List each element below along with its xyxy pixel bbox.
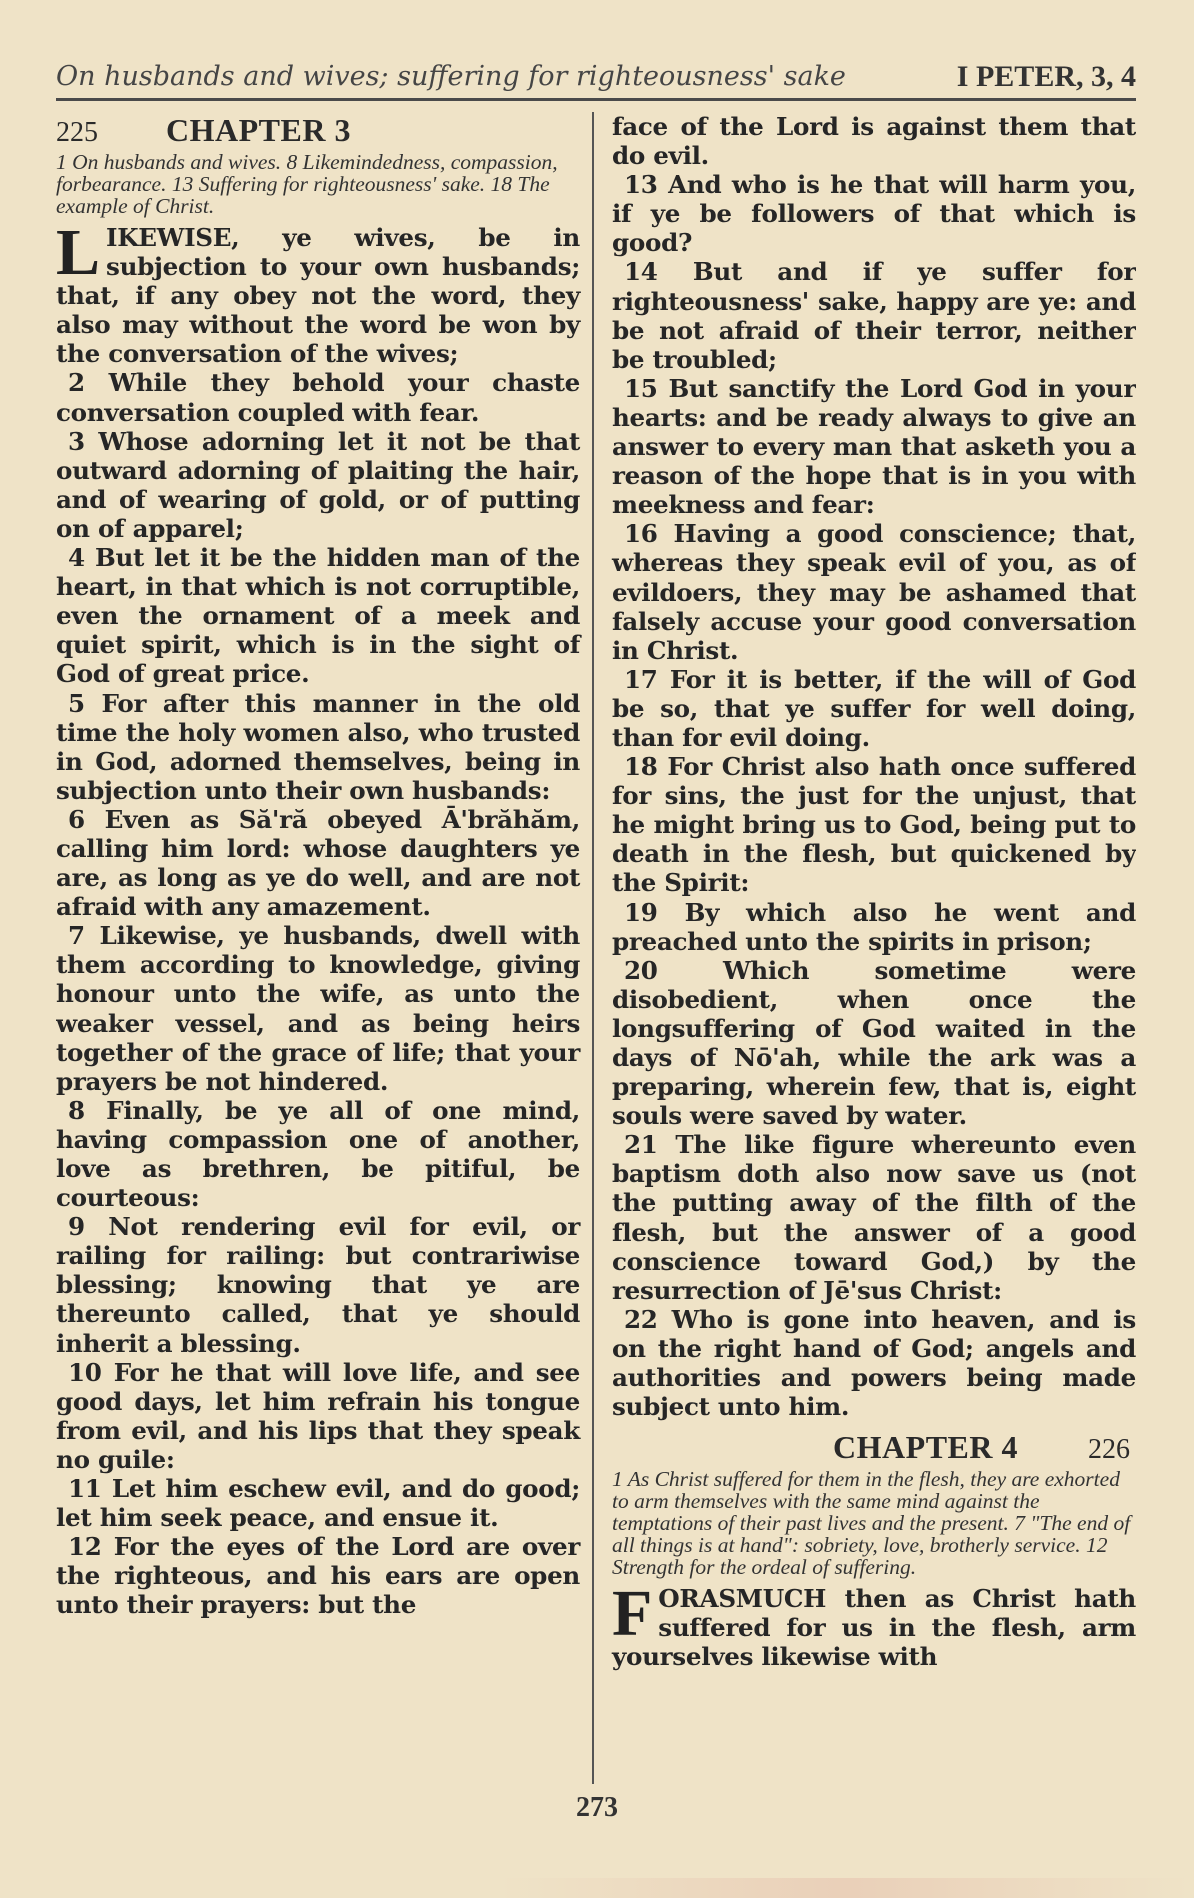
verse: 13 And who is he that will harm you, if ye be followers of that which is good? [611,170,1136,258]
verse: 10 For he that will love life, and see good days, let him refrain his tongue from evil, and his lips that they speak no guile: [56,1357,581,1474]
verse: 7 Likewise, ye husbands, dwell with them according to knowledge, giving honour unto the wife, as unto the weaker vessel, and as being heirs together of the grace of life; that your prayers be not hindered. [56,921,581,1096]
verse: 3 Whose adorning let it not be that outward adorning of plaiting the hair, and of wearing of gold, or of putting on of apparel; [56,426,581,543]
running-head [56,52,1136,101]
verse-text: IKEWISE, ye wives, be in subjection to your own husbands; that, if any obey not the word, they also may without the word be won by the conversation of the wives; [56,223,581,369]
verse: 8 Finally, be ye all of one mind, having compassion one of another, love as brethren, be pitiful, be courteous: [56,1095,581,1213]
drop-cap-letter: L [56,216,101,289]
right-column [604,112,1136,1784]
verse: 9 Not rendering evil for evil, or railing for railing: but contrariwise blessing; knowing that ye are thereunto called, that ye should inherit a blessing. [56,1212,581,1358]
verse: 14 But and if ye suffer for righteousness' sake, happy are ye: and be not afraid of their terror, neither be troubled; [611,257,1136,374]
chapter-3-verse-1 [56,216,581,369]
verse: 11 Let him eschew evil, and do good; let him seek peace, and ensue it. [56,1474,581,1533]
paper-stain [500,1878,1190,1898]
chapter-4-summary: 1 As Christ suffered for them in the flesh, they are exhorted to arm themselves with the same mind against the temptations of their past lives and the present. 7 "The end of all things is at hand": sobriety, love, brotherly service. 12 Strength for the ordeal of suffering. [611,1467,1131,1580]
verse: 18 For Christ also hath once suffered for sins, the just for the unjust, that he might bring us to God, being put to death in the flesh, but quickened by the Spirit: [611,752,1136,898]
verse: 5 For after this manner in the old time the holy women also, who trusted in God, adorned themselves, being in subjection unto their own husbands: [56,688,581,805]
chapter-4-title: CHAPTER 4 [833,1429,1018,1466]
left-column [56,112,592,1784]
chapter-3-section-number: 225 [56,117,98,148]
column-rule [592,112,594,1784]
running-head-reference: I PETER, 3, 4 [956,60,1136,93]
text-columns [56,112,1136,1784]
chapter-3-title: CHAPTER 3 [166,112,351,148]
verse: 17 For it is better, if the will of God be so, that ye suffer for well doing, than for evil doing. [611,664,1136,752]
chapter-4-verse-1 [611,1577,1136,1672]
verse: 16 Having a good conscience; that, whereas they speak evil of you, as of evildoers, they may be ashamed that falsely accuse your good conversation in Christ. [611,519,1136,665]
verse: 4 But let it be the hidden man of the heart, in that which is not corruptible, even the ornament of a meek and quiet spirit, which is in the sight of God of great price. [56,543,581,689]
chapter-3-summary: 1 On husbands and wives. 8 Likemindedness, compassion, forbearance. 13 Suffering for righteousness' sake. 18 The example of Christ. [56,150,558,218]
verse: 15 But sanctify the Lord God in your hearts: and be ready always to give an answer to every man that asketh you a reason of the hope that is in you with meekness and fear: [611,373,1136,520]
verse-continuation: face of the Lord is against them that do evil. [611,112,1136,171]
verse: 6 Even as Să'ră obeyed Ā'brăhăm, calling him lord: whose daughters ye are, as long as ye do well, and are not afraid with any amazement. [56,804,581,922]
verse: 19 By which also he went and preached unto the spirits in prison; [611,897,1136,956]
verse: 21 The like figure whereunto even baptism doth also now save us (not the putting away of the filth of the flesh, but the answer of a good conscience toward God,) by the resurrection of Jē'sus Christ: [611,1130,1136,1305]
verse: 12 For the eyes of the Lord are over the righteous, and his ears are open unto their prayers: but the [56,1532,581,1620]
verse: 20 Which sometime were disobedient, when once the longsuffering of God waited in the days of Nō'ah, while the ark was a preparing, wherein few, that is, eight souls were saved by water. [611,955,1136,1131]
verse: 2 While they behold your chaste conversation coupled with fear. [56,368,581,427]
verse: 22 Who is gone into heaven, and is on the right hand of God; angels and authorities and powers being made subject unto him. [611,1304,1136,1422]
running-head-topic: On husbands and wives; suffering for righteousness' sake [56,61,846,92]
chapter-4-section-number: 226 [1087,1434,1130,1466]
chapter-3-heading [56,112,580,149]
page-number: 273 [576,1792,618,1823]
verse-text: ORASMUCH then as Christ hath suffered for us in the flesh, arm yourselves likewise with [611,1584,1136,1672]
chapter-4-heading [612,1429,1136,1466]
drop-cap-letter: F [611,1577,653,1651]
